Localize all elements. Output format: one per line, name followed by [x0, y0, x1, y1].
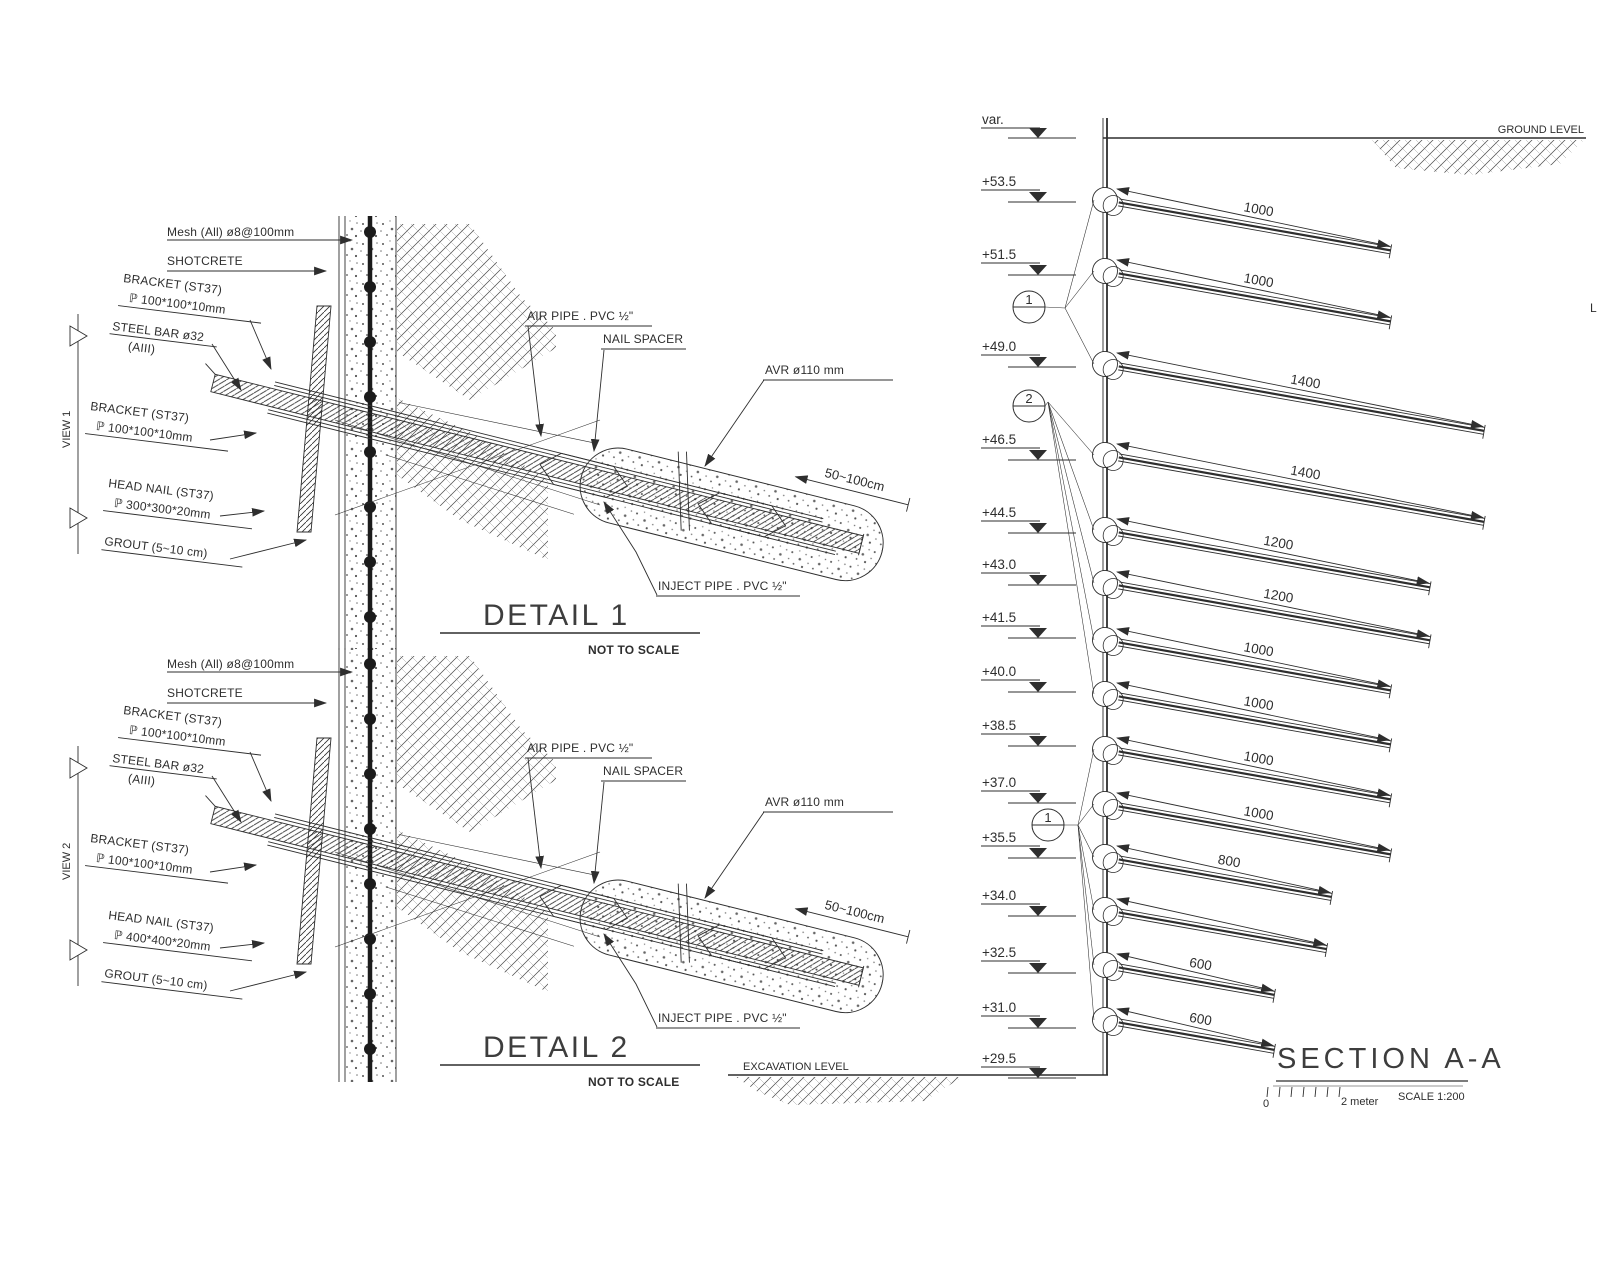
mesh-bar-dot	[364, 768, 376, 780]
nail-assembly	[192, 313, 913, 592]
view-arrow-icon	[70, 940, 87, 960]
view-arrow-icon	[70, 326, 87, 346]
callout-number: 1	[1025, 292, 1033, 307]
avr-label: AVR ø110 mm	[765, 363, 845, 377]
detail-title: DETAIL 1	[483, 599, 630, 632]
nail-length-label: 800	[1216, 851, 1242, 871]
detail-drawing	[61, 216, 913, 657]
soil-nail	[1090, 667, 1395, 758]
nail-dim-line	[1116, 444, 1485, 518]
mesh-bar-dot	[364, 988, 376, 1000]
elevation-label: +35.5	[982, 830, 1017, 845]
soil-nail	[1090, 503, 1434, 601]
svg-text:BRACKET (ST37): BRACKET (ST37)	[122, 703, 223, 730]
svg-text:ℙ 100*100*10mm: ℙ 100*100*10mm	[128, 290, 227, 317]
ground-level-label: GROUND LEVEL	[1497, 124, 1584, 136]
datum-triangle-icon	[1029, 523, 1047, 533]
elevation-datum	[981, 339, 1076, 367]
nail-length-label: 1200	[1262, 532, 1295, 553]
detail-title: DETAIL 2	[483, 1031, 630, 1064]
svg-text:STEEL BAR ø32: STEEL BAR ø32	[111, 751, 205, 777]
scale-unit-label: 2 meter	[1341, 1096, 1379, 1108]
elevation-label: +53.5	[982, 174, 1017, 189]
soil-nail	[1090, 722, 1395, 813]
soil-nail	[1090, 830, 1336, 911]
datum-triangle-icon	[1029, 1018, 1047, 1028]
soil-nail	[1090, 428, 1488, 535]
air-pipe-label: AIR PIPE . PVC ½"	[527, 309, 634, 323]
datum-triangle-icon	[1029, 357, 1047, 367]
elevation-label: +31.0	[982, 1000, 1017, 1015]
section-title: SECTION A-A	[1277, 1043, 1505, 1075]
mesh-bar-dot	[364, 226, 376, 238]
datum-triangle-icon	[1029, 682, 1047, 692]
nail-length-label: 1400	[1289, 462, 1322, 483]
mesh-bar-dot	[364, 823, 376, 835]
elevation-label: +46.5	[982, 432, 1017, 447]
nail-length-label: 600	[1188, 1009, 1214, 1029]
callout-number: 1	[1044, 810, 1052, 825]
elevation-datum	[981, 174, 1076, 202]
datum-triangle-icon	[1029, 265, 1047, 275]
mesh-label: Mesh (All) ø8@100mm	[167, 225, 295, 239]
nail-assembly	[192, 745, 913, 1024]
callout-number: 2	[1025, 391, 1033, 406]
soil-nail	[1090, 173, 1395, 264]
datum-triangle-icon	[1029, 963, 1047, 973]
bond-dim-label: 50~100cm	[823, 464, 887, 495]
elevation-label: +37.0	[982, 775, 1017, 790]
svg-text:BRACKET (ST37): BRACKET (ST37)	[89, 399, 190, 426]
grout-label	[101, 534, 244, 567]
datum-triangle-icon	[1029, 848, 1047, 858]
soil-nail	[1090, 777, 1395, 868]
steel-bar-label	[107, 751, 218, 796]
right-edge-label: L	[1590, 301, 1597, 315]
elevation-label: +49.0	[982, 339, 1017, 354]
grout-label	[101, 966, 244, 999]
nail-length-label: 600	[1188, 954, 1214, 974]
svg-text:STEEL BAR ø32: STEEL BAR ø32	[111, 319, 205, 345]
elevation-datum	[981, 718, 1076, 746]
detail-callout	[1013, 390, 1094, 694]
datum-triangle-icon	[1029, 450, 1047, 460]
view-label: VIEW 2	[61, 842, 73, 880]
elevation-label: +38.5	[982, 718, 1017, 733]
bracket-upper-label	[118, 271, 265, 323]
inject-pipe-label: INJECT PIPE . PVC ½"	[658, 579, 787, 593]
nail-dim-line	[1116, 629, 1391, 686]
svg-text:ℙ 100*100*10mm: ℙ 100*100*10mm	[95, 850, 194, 877]
elevation-datum	[981, 610, 1076, 638]
nail-dim-line	[1116, 899, 1327, 945]
svg-text:(AIII): (AIII)	[127, 339, 157, 357]
datum-triangle-icon	[1029, 192, 1047, 202]
mesh-bar-dot	[364, 933, 376, 945]
elevation-datum	[981, 888, 1076, 916]
elevation-label: +32.5	[982, 945, 1017, 960]
svg-text:ℙ 300*300*20mm: ℙ 300*300*20mm	[113, 495, 212, 522]
elevation-datum	[981, 945, 1076, 973]
datum-triangle-icon	[1029, 575, 1047, 585]
datum-triangle-icon	[1029, 906, 1047, 916]
detail-note: NOT TO SCALE	[588, 643, 680, 657]
datum-triangle-icon	[1029, 628, 1047, 638]
elevation-label: +40.0	[982, 664, 1017, 679]
soil-nail	[1090, 337, 1488, 444]
mesh-bar-dot	[364, 611, 376, 623]
nail-length-label: 1000	[1242, 639, 1275, 660]
soil-nail	[1090, 993, 1278, 1063]
nail-length-label: 1400	[1289, 371, 1322, 392]
view-label: VIEW 1	[61, 410, 73, 448]
datum-triangle-icon	[1029, 736, 1047, 746]
air-pipe-label: AIR PIPE . PVC ½"	[527, 741, 634, 755]
excavation-level-label: EXCAVATION LEVEL	[743, 1061, 849, 1073]
avr-label: AVR ø110 mm	[765, 795, 845, 809]
svg-text:ℙ 100*100*10mm: ℙ 100*100*10mm	[95, 418, 194, 445]
view-arrow-icon	[70, 508, 87, 528]
elevation-datum	[981, 557, 1076, 585]
datum-triangle-icon	[1029, 793, 1047, 803]
bracket-upper-label	[118, 703, 265, 755]
detail-drawing	[61, 648, 913, 1089]
elevation-datum	[981, 775, 1076, 803]
svg-text:ℙ 100*100*10mm: ℙ 100*100*10mm	[128, 722, 227, 749]
mesh-bar-dot	[364, 391, 376, 403]
elevation-datum	[981, 664, 1076, 692]
nail-dim-line	[1116, 519, 1431, 583]
bond-dim-label: 50~100cm	[823, 896, 887, 927]
elevation-label: +34.0	[982, 888, 1017, 903]
mesh-bar-dot	[364, 658, 376, 670]
soil-nail	[1090, 244, 1395, 335]
svg-text:BRACKET (ST37): BRACKET (ST37)	[122, 271, 223, 298]
elevation-datum	[981, 1000, 1076, 1028]
mesh-bar-dot	[364, 878, 376, 890]
detail-note: NOT TO SCALE	[588, 1075, 680, 1089]
svg-text:GROUT (5~10 cm): GROUT (5~10 cm)	[103, 534, 209, 561]
elevation-label: +41.5	[982, 610, 1017, 625]
soil-hatch-lower	[397, 398, 548, 560]
elevation-label: var.	[982, 112, 1004, 127]
scale-bar	[1267, 1087, 1340, 1097]
scale-note: SCALE 1:200	[1398, 1091, 1465, 1103]
mesh-bar-dot	[364, 446, 376, 458]
elevation-label: +29.5	[982, 1051, 1017, 1066]
detail-callout	[1032, 749, 1094, 1020]
mesh-bar-dot	[364, 281, 376, 293]
mesh-label: Mesh (All) ø8@100mm	[167, 657, 295, 671]
nail-spacer-label: NAIL SPACER	[603, 764, 684, 778]
mesh-bar-dot	[364, 713, 376, 725]
nail-length-label: 1000	[1242, 693, 1275, 714]
nail-dim-line	[1116, 260, 1391, 317]
datum-triangle-icon	[1029, 128, 1047, 138]
nail-length-label: 1000	[1242, 748, 1275, 769]
ground-hatch	[1372, 140, 1584, 175]
elevation-label: +43.0	[982, 557, 1017, 572]
svg-text:HEAD NAIL (ST37): HEAD NAIL (ST37)	[107, 908, 215, 935]
elevation-label: +44.5	[982, 505, 1017, 520]
mesh-bar-dot	[364, 336, 376, 348]
bracket-lower-label	[85, 399, 232, 451]
nail-dim-line	[1116, 793, 1391, 850]
soil-hatch-lower	[397, 830, 548, 992]
soil-nail	[1090, 895, 1329, 963]
svg-text:HEAD NAIL (ST37): HEAD NAIL (ST37)	[107, 476, 215, 503]
svg-text:ℙ 400*400*20mm: ℙ 400*400*20mm	[113, 927, 212, 954]
bracket-lower-label	[85, 831, 232, 883]
nail-dim-line	[1116, 189, 1391, 246]
excavation-hatch	[736, 1077, 962, 1105]
nail-dim-line	[1116, 738, 1391, 795]
nail-spacer-label: NAIL SPACER	[603, 332, 684, 346]
head-nail-label	[103, 476, 256, 529]
svg-text:BRACKET (ST37): BRACKET (ST37)	[89, 831, 190, 858]
svg-text:GROUT (5~10 cm): GROUT (5~10 cm)	[103, 966, 209, 993]
nail-length-label: 1200	[1262, 585, 1295, 606]
nail-length-label: 1000	[1242, 199, 1275, 220]
steel-bar-label	[107, 319, 218, 364]
scale-zero-label: 0	[1262, 1098, 1270, 1110]
elevation-datum	[981, 505, 1076, 533]
elevation-label: +51.5	[982, 247, 1017, 262]
nail-length-label: 1000	[1242, 803, 1275, 824]
nail-length-label: 1000	[1242, 270, 1275, 291]
shotcrete-label: SHOTCRETE	[167, 686, 243, 700]
head-nail-label	[103, 908, 256, 961]
inject-pipe-label: INJECT PIPE . PVC ½"	[658, 1011, 787, 1025]
shotcrete-label: SHOTCRETE	[167, 254, 243, 268]
elevation-datum	[981, 247, 1076, 275]
mesh-bar-dot	[364, 501, 376, 513]
detail-callout	[1013, 200, 1094, 364]
svg-text:(AIII): (AIII)	[127, 771, 157, 789]
nail-dim-line	[1116, 683, 1391, 740]
soil-nail	[1090, 556, 1434, 654]
datum-triangle-icon	[1029, 1068, 1047, 1078]
nail-dim-line	[1116, 353, 1485, 427]
mesh-bar-dot	[364, 556, 376, 568]
soil-nail	[1090, 938, 1278, 1008]
elevation-datum	[981, 112, 1076, 138]
nail-dim-line	[1116, 572, 1431, 636]
elevation-datum	[981, 830, 1076, 858]
elevation-datum	[981, 1051, 1076, 1078]
view-arrow-icon	[70, 758, 87, 778]
mesh-bar-dot	[364, 1043, 376, 1055]
